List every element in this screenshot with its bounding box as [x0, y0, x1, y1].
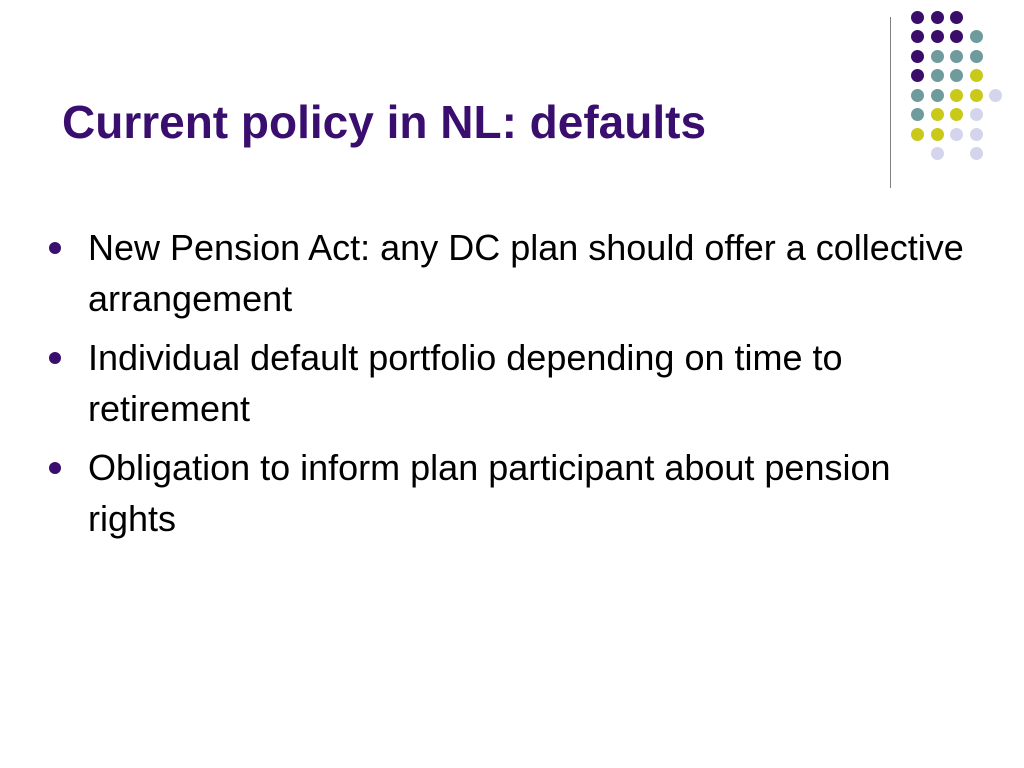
decorative-dot — [950, 50, 963, 63]
bullet-item — [46, 222, 976, 324]
bullet-list — [46, 222, 976, 552]
decorative-dot — [931, 108, 944, 121]
decorative-dot — [911, 30, 924, 43]
decorative-dot — [931, 128, 944, 141]
decorative-dot — [911, 50, 924, 63]
bullet-text: Obligation to inform plan participant about pension rights — [88, 447, 891, 539]
decorative-dot — [931, 30, 944, 43]
decorative-dot — [931, 50, 944, 63]
decorative-dot — [950, 11, 963, 24]
decorative-dot — [911, 11, 924, 24]
decorative-dot — [950, 69, 963, 82]
decorative-dot — [931, 89, 944, 102]
decorative-dot — [931, 147, 944, 160]
decorative-dot — [950, 89, 963, 102]
decorative-dot — [970, 69, 983, 82]
bullet-dot-icon — [49, 462, 61, 474]
bullet-item — [46, 442, 976, 544]
bullet-dot-icon — [49, 242, 61, 254]
decorative-dot — [970, 30, 983, 43]
decorative-dot — [950, 108, 963, 121]
decorative-dot — [931, 69, 944, 82]
decorative-dot — [970, 147, 983, 160]
bullet-text: Individual default portfolio depending on time to retirement — [88, 337, 843, 429]
decorative-dot — [950, 30, 963, 43]
bullet-item — [46, 332, 976, 434]
decorative-dot — [970, 89, 983, 102]
decorative-dot — [911, 89, 924, 102]
decorative-dot — [989, 89, 1002, 102]
decorative-dot — [950, 128, 963, 141]
decorative-dot — [970, 50, 983, 63]
decorative-dot — [970, 128, 983, 141]
decorative-dot — [911, 128, 924, 141]
bullet-text: New Pension Act: any DC plan should offer a collective arrangement — [88, 227, 964, 319]
decorative-dot — [931, 11, 944, 24]
slide-title: Current policy in NL: defaults — [62, 96, 707, 148]
decorative-dot — [911, 69, 924, 82]
decorative-dot — [911, 108, 924, 121]
bullet-dot-icon — [49, 352, 61, 364]
decorative-dot — [970, 108, 983, 121]
title-divider-line — [890, 17, 891, 188]
